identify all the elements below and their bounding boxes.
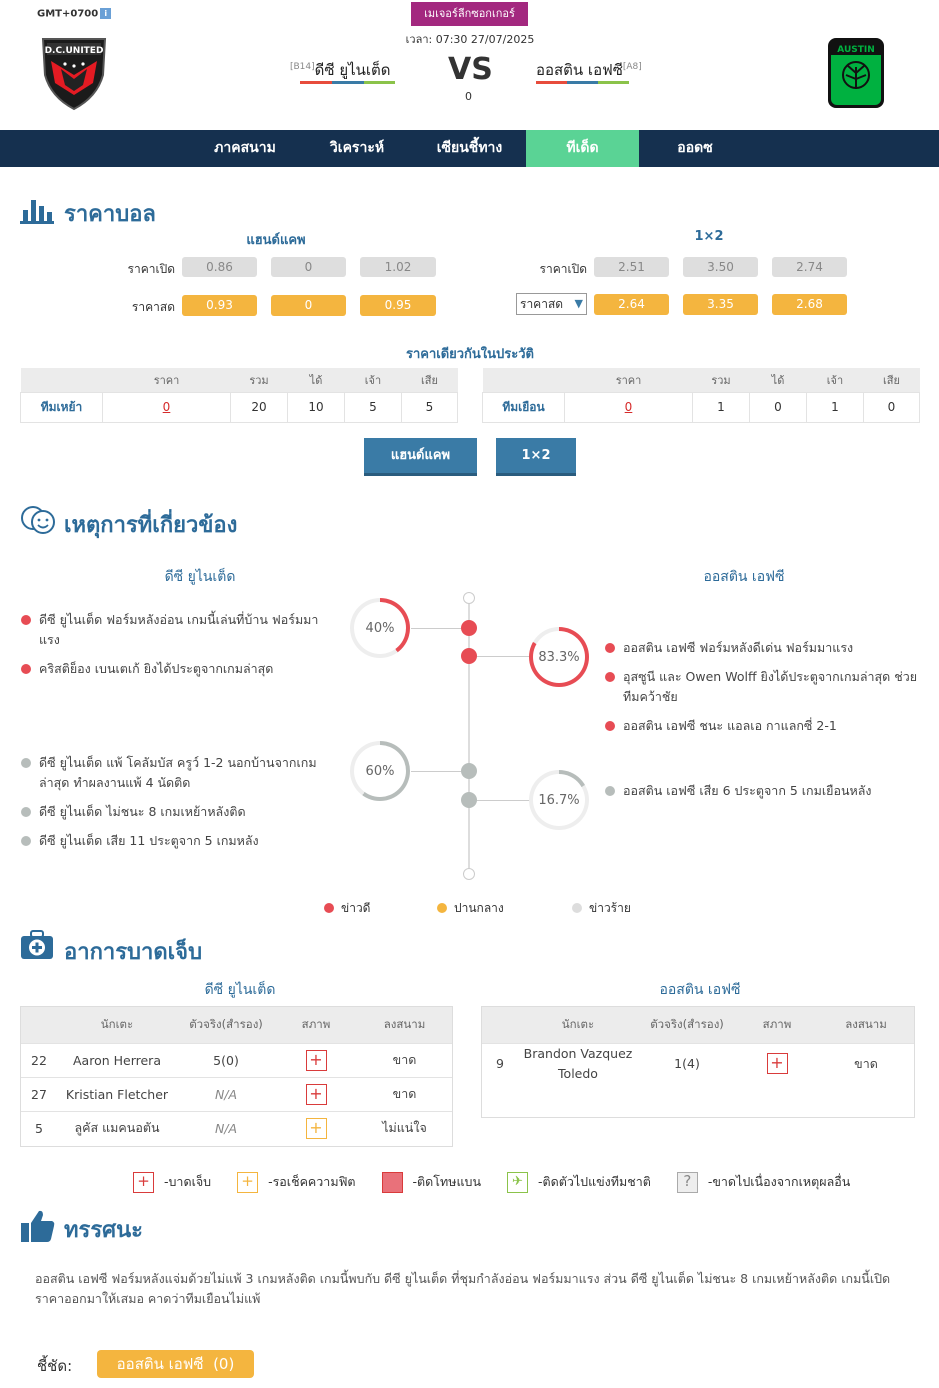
home-injury-panel bbox=[20, 1006, 453, 1147]
timezone-label: GMT+0700 i bbox=[37, 8, 111, 20]
good-news-dot bbox=[605, 672, 615, 682]
fitness-check-icon: + bbox=[237, 1172, 258, 1193]
history-price-link[interactable]: 0 bbox=[103, 392, 231, 422]
history-price-link[interactable]: 0 bbox=[565, 392, 693, 422]
away-good-ring: 83.3% bbox=[529, 627, 589, 687]
home-injury-table: นักเตะ ตัวจริง(สำรอง) สภาพ ลงสนาม 22 Aaron Herrera 5(0) + ขาด 27 Kristian Fletcher N/A + ขาด 5 ลูคัส แมคนอตัน N/A + ไม่แน่ใจ bbox=[21, 1007, 452, 1145]
table-row: 5 ลูคัส แมคนอตัน N/A + ไม่แน่ใจ bbox=[21, 1111, 452, 1145]
injury-away-team: ออสติน เอฟซี bbox=[659, 982, 741, 998]
history-heading: ราคาเดียวกันในประวัติ bbox=[405, 347, 535, 362]
event-item: ดีซี ยูไนเต็ด ไม่ชนะ 8 เกมเหย้าหลังติด bbox=[39, 804, 246, 819]
bad-news-dot bbox=[21, 807, 31, 817]
handicap-live-home: 0.93 bbox=[182, 295, 257, 316]
injured-icon: + bbox=[767, 1053, 788, 1074]
medkit-icon bbox=[20, 930, 54, 963]
faces-icon bbox=[20, 504, 56, 539]
plane-icon: ✈ bbox=[507, 1172, 528, 1193]
injury-home-team: ดีซี ยูไนเต็ด bbox=[204, 982, 276, 998]
odds-icon bbox=[20, 196, 54, 227]
question-icon: ? bbox=[677, 1172, 698, 1193]
tab-odds[interactable]: ออดซ bbox=[677, 140, 713, 156]
injured-icon: + bbox=[306, 1050, 327, 1071]
x12-open-away: 2.74 bbox=[772, 257, 847, 277]
tab-tips[interactable]: ทีเด็ด bbox=[526, 130, 639, 167]
opinion-title: ทรรศนะ bbox=[64, 1218, 143, 1243]
info-icon[interactable]: i bbox=[100, 8, 111, 19]
home-bad-ring: 60% bbox=[350, 741, 410, 801]
home-team-name[interactable]: [B14]ดีซี ยูไนเต็ด bbox=[290, 61, 391, 79]
opinion-text: ออสติน เอฟซี ฟอร์มหลังแจ่มด้วยไม่แพ้ 3 เกมหลังติด เกมนี้พบกับ ดีซี ยูไนเต็ด ที่ชุมกำลังอ่อน ฟอร์มมาแรง ส่วน ดีซี ยูไนเต็ด ไม่ชนะ 8 เกมเหย้าหลังติด เกมนี้เปิดราคาออกมาให้เสมอ คาดว่าทีมเยือนไม่แพ้ bbox=[35, 1271, 891, 1306]
event-item: ออสติน เอฟซี เสีย 6 ประตูจาก 5 เกมเยือนหลัง bbox=[623, 783, 872, 798]
table-row: 9 Brandon Vazquez Toledo 1(4) + ขาด bbox=[482, 1043, 914, 1084]
away-team-logo[interactable] bbox=[827, 37, 885, 109]
tab-experts[interactable]: เซียนชี้ทาง bbox=[436, 140, 503, 156]
vs-label: VS bbox=[448, 52, 493, 87]
main-nav bbox=[0, 130, 939, 167]
open-label: ราคาเปิด bbox=[539, 262, 587, 276]
thumbs-up-icon bbox=[20, 1209, 56, 1246]
match-score: 0 bbox=[465, 90, 472, 103]
event-item: ดีซี ยูไนเต็ด แพ้ โคลัมบัส ครูว์ 1-2 นอกบ้านจากเกมล่าสุด ทำผลงานแพ้ 4 นัดติด bbox=[39, 755, 317, 790]
x12-open-draw: 3.50 bbox=[683, 257, 758, 277]
legend-good-dot bbox=[324, 903, 334, 913]
pick-badge: ออสติน เอฟซี (0) bbox=[97, 1350, 254, 1378]
x12-live-home: 2.64 bbox=[594, 294, 669, 315]
league-badge[interactable]: เมเจอร์ลีกซอกเกอร์ bbox=[411, 2, 528, 26]
injury-legend: + -บาดเจ็บ + -รอเช็คความฟิต -ติดโทษแบน ✈ -ติดตัวไปแข่งทีมชาติ ? -ขาดไปเนื่องจากเหตุผลอื่น bbox=[133, 1171, 850, 1193]
injured-icon: + bbox=[306, 1084, 327, 1105]
good-news-dot bbox=[21, 664, 31, 674]
fitness-check-icon: + bbox=[306, 1118, 327, 1139]
events-home-team: ดีซี ยูไนเต็ด bbox=[164, 569, 236, 585]
home-team-logo[interactable] bbox=[37, 35, 111, 111]
home-good-ring: 40% bbox=[350, 598, 410, 658]
injury-title: อาการบาดเจ็บ bbox=[64, 940, 203, 965]
logo-text: D.C.UNITED bbox=[44, 46, 104, 56]
event-item: ดีซี ยูไนเต็ด ฟอร์มหลังอ่อน เกมนี้เล่นที่บ้าน ฟอร์มมาแรง bbox=[39, 612, 319, 647]
bad-news-dot bbox=[605, 786, 615, 796]
tab-field[interactable]: ภาคสนาม bbox=[214, 140, 276, 156]
legend-good: ข่าวดี bbox=[341, 901, 371, 915]
away-history-table: ราคา รวม ได้ เจ้า เสีย ทีมเยือน 0 1 0 1 0 bbox=[482, 368, 920, 423]
good-news-dot bbox=[21, 615, 31, 625]
injured-icon: + bbox=[133, 1172, 154, 1193]
tab-analysis[interactable]: วิเคราะห์ bbox=[329, 140, 385, 156]
x12-live-away: 2.68 bbox=[772, 294, 847, 315]
events-away-team: ออสติน เอฟซี bbox=[703, 569, 785, 585]
match-time: เวลา: 07:30 27/07/2025 bbox=[405, 33, 535, 46]
timeline-dot bbox=[461, 648, 477, 664]
away-team-name[interactable]: ออสติน เอฟซี[A8] bbox=[536, 61, 642, 79]
x12-open-home: 2.51 bbox=[594, 257, 669, 277]
away-bad-ring: 16.7% bbox=[529, 770, 589, 830]
chevron-down-icon: ▼ bbox=[574, 297, 583, 310]
events-title: เหตุการที่เกี่ยวข้อง bbox=[64, 513, 238, 538]
timeline-dot bbox=[461, 792, 477, 808]
x12-button[interactable]: 1×2 bbox=[496, 438, 576, 476]
event-item: ดีซี ยูไนเต็ด เสีย 11 ประตูจาก 5 เกมหลัง bbox=[39, 833, 259, 848]
handicap-heading: แฮนด์แคพ bbox=[246, 233, 306, 248]
table-row: 22 Aaron Herrera 5(0) + ขาด bbox=[21, 1043, 452, 1077]
logo-text: AUSTIN bbox=[837, 45, 875, 55]
timeline-dot bbox=[461, 763, 477, 779]
legend-bad-dot bbox=[572, 903, 582, 913]
event-item: คริสติย็อง เบนเตเก้ ยิงได้ประตูจากเกมล่าสุด bbox=[39, 661, 274, 676]
good-news-dot bbox=[605, 643, 615, 653]
suspended-icon bbox=[382, 1172, 403, 1193]
event-item: ออสติน เอฟซี ฟอร์มหลังดีเด่น ฟอร์มมาแรง bbox=[623, 640, 854, 655]
table-row: ทีมเยือน 0 1 0 1 0 bbox=[483, 392, 920, 422]
handicap-open-home: 0.86 bbox=[182, 257, 257, 277]
odds-title: ราคาบอล bbox=[64, 202, 156, 227]
handicap-live-away: 0.95 bbox=[360, 295, 436, 316]
away-injury-panel bbox=[481, 1006, 915, 1118]
table-row: ทีมเหย้า 0 20 10 5 5 bbox=[21, 392, 458, 422]
handicap-open-away: 1.02 bbox=[360, 257, 436, 277]
table-row: 27 Kristian Fletcher N/A + ขาด bbox=[21, 1077, 452, 1111]
x12-live-draw: 3.35 bbox=[683, 294, 758, 315]
x12-heading: 1×2 bbox=[694, 229, 724, 244]
handicap-open-line: 0 bbox=[271, 257, 346, 277]
home-history-table: ราคา รวม ได้ เจ้า เสีย ทีมเหย้า 0 20 10 5 5 bbox=[20, 368, 458, 423]
open-label: ราคาเปิด bbox=[127, 262, 175, 276]
good-news-dot bbox=[605, 721, 615, 731]
away-injury-table: นักเตะ ตัวจริง(สำรอง) สภาพ ลงสนาม 9 Brandon Vazquez Toledo 1(4) + ขาด bbox=[482, 1007, 914, 1084]
legend-bad: ข่าวร้าย bbox=[589, 901, 631, 915]
pick-label: ชี้ชัด: bbox=[37, 1357, 73, 1375]
bad-news-dot bbox=[21, 836, 31, 846]
legend-neutral-dot bbox=[437, 903, 447, 913]
handicap-button[interactable]: แฮนด์แคพ bbox=[364, 438, 477, 476]
handicap-live-line: 0 bbox=[271, 295, 346, 316]
legend-neutral: ปานกลาง bbox=[454, 901, 504, 915]
bad-news-dot bbox=[21, 758, 31, 768]
event-item: ออสติน เอฟซี ชนะ แอลเอ กาแลกซี่ 2-1 bbox=[623, 718, 837, 733]
event-item: อุสซูนี และ Owen Wolff ยิงได้ประตูจากเกมล่าสุด ช่วยทีมคว้าชัย bbox=[623, 669, 918, 704]
odds-type-select[interactable]: ราคาสด ▼ bbox=[516, 293, 587, 315]
timeline-dot bbox=[461, 620, 477, 636]
live-label: ราคาสด bbox=[131, 300, 175, 314]
